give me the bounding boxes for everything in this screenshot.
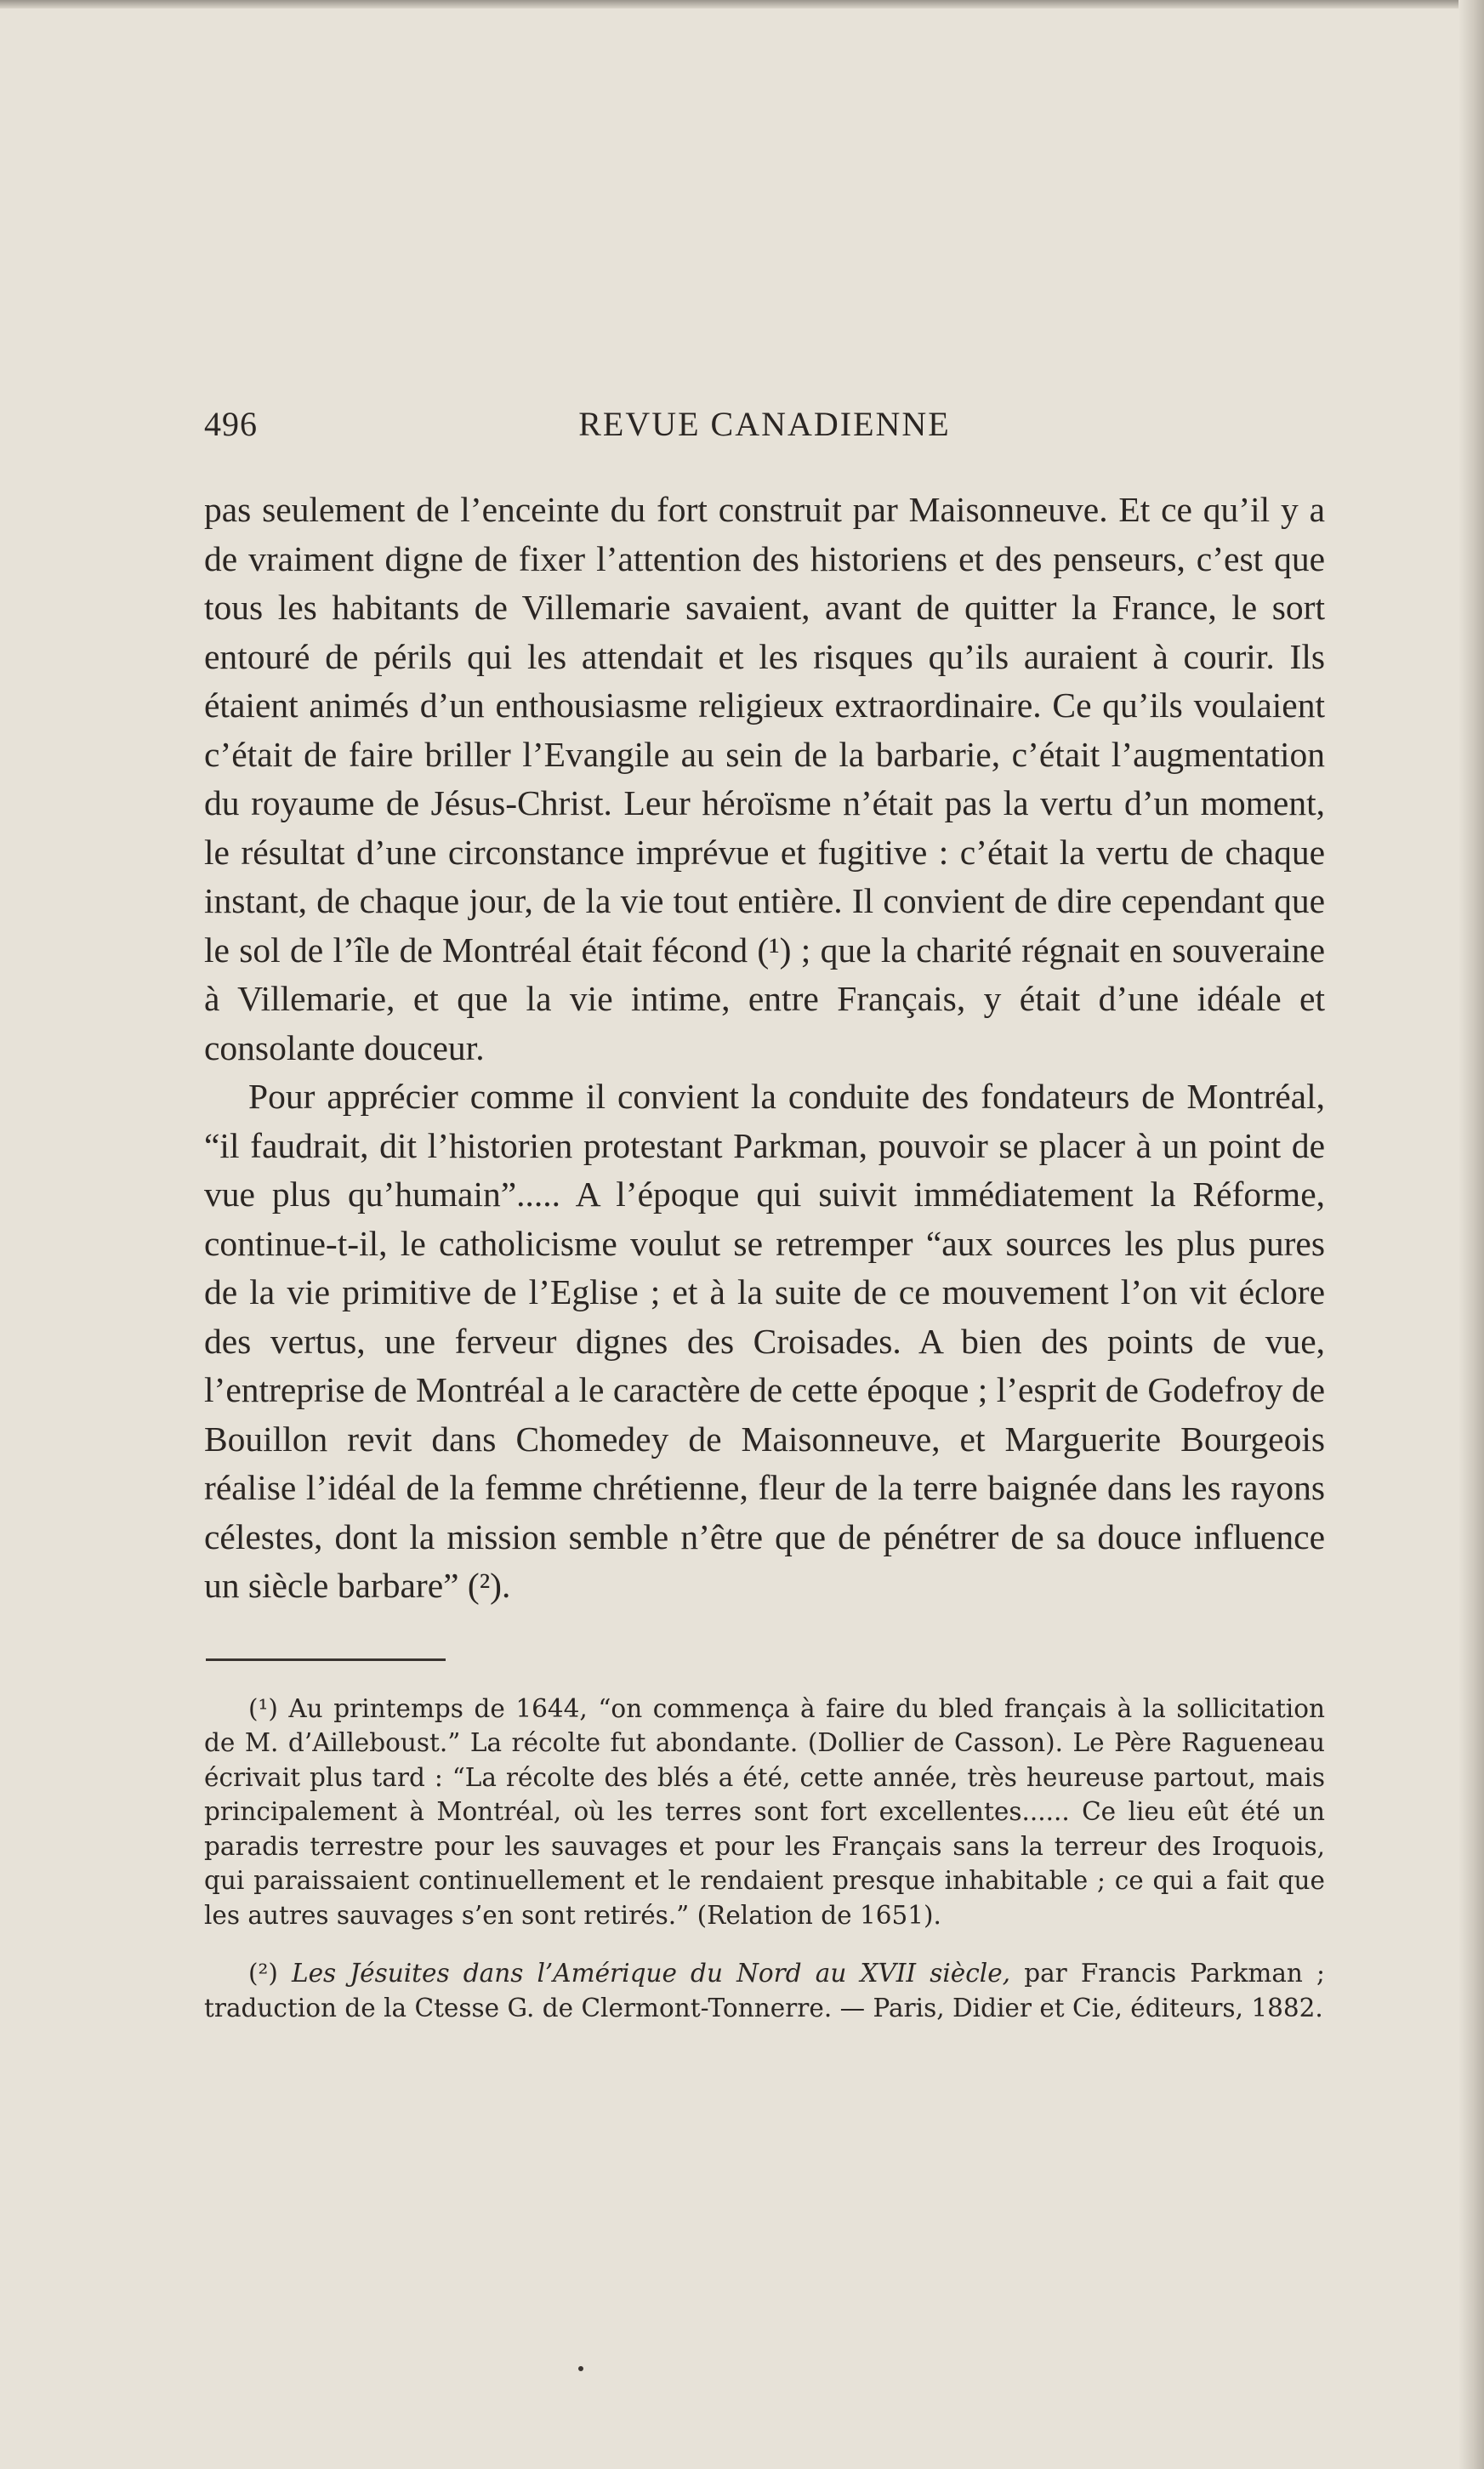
footnote-2-citation: par Francis Parkman ; traduction de la Ctesse G. de Clermont-Tonnerre. — Paris, Didier et Cie, éditeurs, 1882. — [204, 1959, 1325, 2022]
body-text — [204, 486, 1325, 1611]
body-paragraph-2: Pour apprécier comme il convient la conduite des fondateurs de Montréal, “il faudrait, dit l’historien protestant Parkman, pouvoir se placer à un point de vue plus qu’humain”..... A l’époque qui suivit immédiatement la Réforme, continue-t-il, le catholicisme voulut se retremper “aux sources les plus pures de la vie primitive de l’Eglise ; et à la suite de ce mouvement l’on vit éclore des vertus, une ferveur dignes des Croisades. A bien des points de vue, l’entreprise de Montréal a le caractère de cette époque ; l’esprit de Godefroy de Bouillon revit dans Chomedey de Maisonneuve, et Marguerite Bourgeois réalise l’idéal de la femme chrétienne, fleur de la terre baignée dans les rayons célestes, dont la mission semble n’être que de pénétrer de sa douce influence un siècle barbare” (²). — [204, 1077, 1325, 1605]
footnotes — [204, 1692, 1325, 2026]
page-binding-edge — [1458, 0, 1484, 2469]
footnote-2-book-title: Les Jésuites dans l’Amérique du Nord au XVII siècle, — [292, 1959, 1011, 1988]
page-number: 496 — [204, 405, 258, 443]
body-paragraph-1: pas seulement de l’enceinte du fort construit par Maisonneuve. Et ce qu’il y a de vraiment digne de fixer l’attention des historiens et des penseurs, c’est que tous les habitants de Villemarie savaient, avant de quitter la France, le sort entouré de périls qui les attendait et les risques qu’ils auraient à courir. Ils étaient animés d’un enthousiasme religieux extraordinaire. Ce qu’ils voulaient c’était de faire briller l’Evangile au sein de la barbarie, c’était l’augmentation du royaume de Jésus-Christ. Leur héroïsme n’était pas la vertu d’un moment, le résultat d’une circonstance imprévue et fugitive : c’était la vertu de chaque instant, de chaque jour, de la vie tout entière. Il convient de dire cependant que le sol de l’île de Montréal était fécond (¹) ; que la charité régnait en souveraine à Villemarie, et que la vie intime, entre Français, y était d’une idéale et consolante douceur. — [204, 490, 1325, 1067]
footnote-2 — [204, 1956, 1325, 2025]
footnote-separator — [206, 1658, 446, 1661]
book-page — [204, 395, 1325, 2025]
page-header — [204, 395, 1325, 447]
running-title: REVUE CANADIENNE — [578, 405, 951, 443]
page-top-edge — [0, 0, 1484, 9]
footnote-2-marker: (²) — [248, 1959, 278, 1988]
footnote-1: (¹) Au printemps de 1644, “on commença à faire du bled français à la sollicitation de M. d’Ailleboust.” La récolte fut abondante. (Dollier de Casson). Le Père Ragueneau écrivait plus tard : “La récolte des blés a été, cette année, très heureuse partout, mais principalement à Montréal, où les terres sont fort excellentes...... Ce lieu eût été un paradis terrestre pour les sauvages et pour les Français sans la terreur des Iroquois, qui paraissaient continuellement et le rendaient presque inhabitable ; ce qui a fait que les autres sauvages s’en sont retirés.” (Relation de 1651). — [204, 1693, 1325, 1930]
ink-speck — [578, 2366, 583, 2371]
